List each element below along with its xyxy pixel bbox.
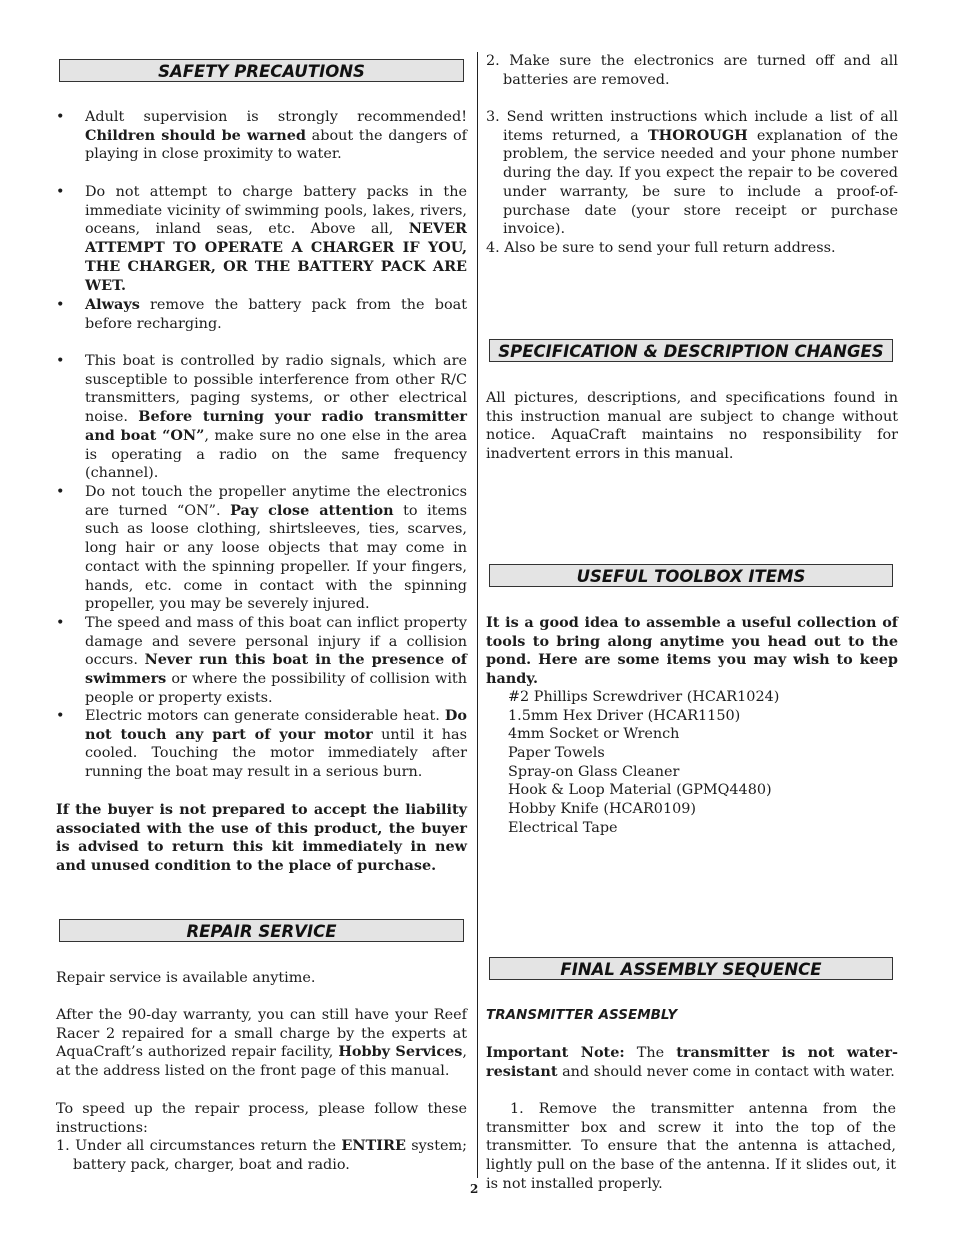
liability-notice: If the buyer is not prepared to accept the liability associated with the use of this product, the buyer is advised to return this kit immediately in new and unused condition to the place of purchase.	[56, 801, 467, 875]
transmitter-assembly-subheading: TRANSMITTER ASSEMBLY	[486, 1007, 678, 1023]
column-divider	[477, 52, 478, 1178]
repair-step-text: 3. Send written instructions which include a list of all items returned, a THOROUGH explanation of the problem, the service needed and your phone number during the day. If you expect the repair to be covered under warranty, be sure to include a proof-of-purchase date (your store receipt or purchase invoice).	[486, 109, 898, 238]
safety-bullet-text: This boat is controlled by radio signals, which are susceptible to possible interference from other R/C transmitters, paging systems, or other electrical noise. Before turning your radio transmitter and boat “ON”, make sure no one else in the area is operating a radio on the same frequency (channel).	[85, 353, 468, 482]
final-assembly-heading: FINAL ASSEMBLY SEQUENCE	[489, 957, 893, 980]
toolbox-list	[508, 688, 779, 838]
bullet-dot: •	[56, 708, 65, 724]
safety-bullet-text: Always remove the battery pack from the boat before recharging.	[85, 296, 467, 332]
bullet-dot: •	[56, 353, 65, 369]
repair-service-heading: REPAIR SERVICE	[59, 919, 464, 942]
repair-step-text: 1. Under all circumstances return the ENTIRE system; battery pack, charger, boat and radio.	[56, 1137, 467, 1173]
toolbox-intro: It is a good idea to assemble a useful collection of tools to bring along anytime you head out to the pond. Here are some items you may wish to keep handy.	[486, 614, 898, 688]
repair-speed-up: To speed up the repair process, please follow these instructions:	[56, 1101, 467, 1136]
page-number: 2	[470, 1182, 479, 1196]
bullet-dot: •	[56, 484, 65, 500]
bullet-dot: •	[56, 297, 65, 313]
toolbox-list-item: 1.5mm Hex Driver (HCAR1150)	[508, 707, 741, 724]
toolbox-list-item: #2 Phillips Screwdriver (HCAR1024)	[508, 689, 780, 705]
assembly-step-1: 1. Remove the transmitter antenna from the transmitter box and screw it into the top of the transmitter. To ensure that the antenna is attached, lightly pull on the base of the antenna. If it slides out, it is not installed properly.	[486, 1101, 896, 1192]
important-note: Important Note: The transmitter is not water-resistant and should never come in contact with water.	[486, 1044, 898, 1080]
spec-changes-body: All pictures, descriptions, and specifications found in this instruction manual are subject to change without notice. AquaCraft maintains no responsibility for inadvertent errors in this manual.	[486, 390, 898, 463]
repair-step-3	[486, 108, 898, 238]
spec-changes-heading: SPECIFICATION & DESCRIPTION CHANGES	[489, 339, 893, 362]
toolbox-list-item: Electrical Tape	[508, 819, 618, 836]
toolbox-list-item: Paper Towels	[508, 745, 605, 762]
toolbox-list-item: 4mm Socket or Wrench	[508, 726, 680, 743]
repair-after-warranty: After the 90-day warranty, you can still have your Reef Racer 2 repaired for a small charge by the experts at AquaCraft’s authorized repair facility, Hobby Services, at the address listed on the front page of this manual.	[56, 1007, 467, 1080]
repair-step-text: 2. Make sure the electronics are turned off and all batteries are removed.	[486, 53, 898, 88]
bullet-dot: •	[56, 615, 65, 631]
safety-bullet-text: Do not attempt to charge battery packs in the immediate vicinity of swimming pools, lakes, rivers, oceans, inland seas, etc. Above all, NEVER ATTEMPT TO OPERATE A CHARGER IF YOU, THE CHARGER, OR THE BATTERY PACK ARE WET.	[85, 184, 467, 294]
repair-step-4	[486, 239, 898, 259]
repair-intro: Repair service is available anytime.	[56, 970, 316, 986]
safety-bullet-text: Do not touch the propeller anytime the electronics are turned “ON”. Pay close attention to items such as loose clothing, shirtsleeves, ties, scarves, long hair or any loose objects that may come in contact with the spinning propeller. If your fingers, hands, etc. come in contact with the spinning propeller, you may be severely injured.	[85, 484, 467, 613]
bullet-dot: •	[56, 109, 65, 125]
toolbox-list-item: Hook & Loop Material (GPMQ4480)	[508, 782, 772, 799]
safety-bullet-text: Adult supervision is strongly recommended! Children should be warned about the dangers of playing in close proximity to water.	[85, 109, 467, 163]
repair-step-text: 4. Also be sure to send your full return address.	[486, 240, 836, 256]
bullet-dot: •	[56, 184, 65, 200]
safety-bullet-text: Electric motors can generate considerable heat. Do not touch any part of your motor until it has cooled. Touching the motor immediately after running the boat may result in a serious burn.	[85, 707, 467, 781]
safety-precautions-heading: SAFETY PRECAUTIONS	[59, 59, 464, 82]
repair-step-2	[486, 52, 898, 92]
toolbox-list-item: Hobby Knife (HCAR0109)	[508, 801, 697, 818]
repair-step-1	[56, 1137, 467, 1177]
toolbox-list-item: Spray-on Glass Cleaner	[508, 763, 680, 780]
toolbox-heading: USEFUL TOOLBOX ITEMS	[489, 564, 893, 587]
safety-bullet-text: The speed and mass of this boat can inflict property damage and severe personal injury if a collision occurs. Never run this boat in the presence of swimmers or where the possibility of collision with people or property exists.	[85, 615, 467, 706]
